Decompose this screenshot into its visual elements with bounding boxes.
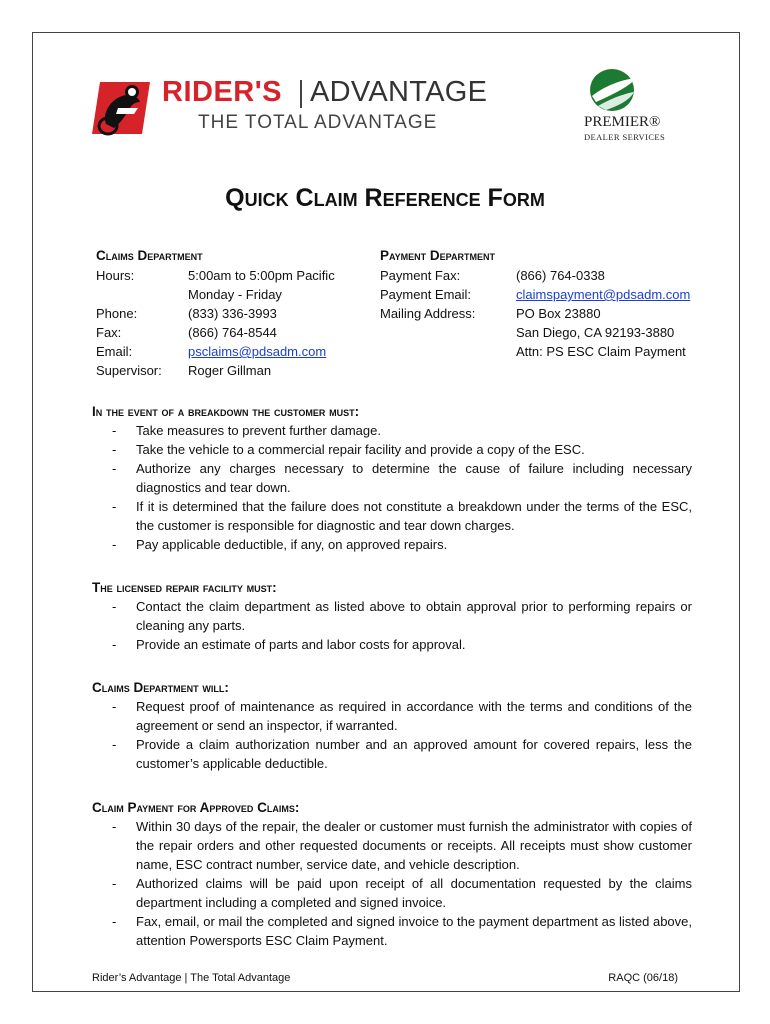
list-item (112, 421, 692, 440)
list-item (112, 912, 692, 950)
dash-bullet: - (112, 499, 117, 514)
list-item (112, 459, 692, 497)
claims-department-heading: Claims Department (96, 248, 203, 263)
list-item (112, 497, 692, 535)
dash-bullet: - (112, 819, 117, 834)
claim-payment-section (92, 798, 692, 950)
claims-value: (866) 764-8544 (188, 325, 277, 340)
claims-row-supervisor (96, 361, 335, 380)
list-item-text: Authorize any charges necessary to determine the cause of failure including necessary diagnostics and tear down. (136, 461, 692, 495)
list-item-text: Authorized claims will be paid upon receipt of all documentation requested by the claims department including a completed and signed invoice. (136, 876, 692, 910)
payment-department-heading: Payment Department (380, 248, 496, 263)
claims-value: (833) 336-3993 (188, 306, 277, 321)
claims-row-email (96, 342, 335, 361)
repair-facility-section (92, 578, 692, 654)
claims-email-link[interactable]: psclaims@pdsadm.com (188, 344, 327, 359)
dash-bullet: - (112, 461, 117, 476)
dash-bullet: - (112, 699, 117, 714)
list-item-text: Pay applicable deductible, if any, on approved repairs. (136, 537, 448, 552)
list-item (112, 597, 692, 635)
claims-value: 5:00am to 5:00pm Pacific (188, 268, 335, 283)
payment-label: Payment Fax: (380, 268, 461, 283)
claims-row-hours (96, 266, 335, 285)
bullet-list (92, 421, 692, 554)
claims-row-fax (96, 323, 335, 342)
claims-department-will-section (92, 678, 692, 773)
list-item (112, 440, 692, 459)
payment-label (380, 323, 516, 342)
list-item-text: Take measures to prevent further damage. (136, 423, 381, 438)
payment-department-block (380, 246, 690, 361)
list-item (112, 735, 692, 773)
list-item (112, 535, 692, 554)
advantage-text: ADVANTAGE (310, 76, 488, 108)
claims-label: Supervisor: (96, 363, 162, 378)
claims-row-days (96, 285, 335, 304)
payment-label: Payment Email: (380, 287, 472, 302)
bullet-list (92, 817, 692, 950)
payment-row-city (380, 323, 690, 342)
premier-sub-text: DEALER SERVICES (584, 132, 666, 142)
claims-label: Hours: (96, 268, 135, 283)
bullet-list (92, 697, 692, 773)
claims-label: Fax: (96, 325, 122, 340)
list-item (112, 635, 692, 654)
list-item-text: If it is determined that the failure does not constitute a breakdown under the terms of the ESC, the customer is responsible for diagnostic and tear down charges. (136, 499, 692, 533)
dash-bullet: - (112, 537, 117, 552)
premier-name-text: PREMIER® (584, 114, 661, 130)
payment-row-address (380, 304, 690, 323)
riders-name-text: RIDER'S (162, 76, 282, 108)
payment-row-email (380, 285, 690, 304)
claims-row-phone (96, 304, 335, 323)
dash-bullet: - (112, 876, 117, 891)
premier-dealer-services-logo (570, 66, 670, 148)
claims-label: Phone: (96, 306, 138, 321)
logo-divider (300, 80, 302, 108)
list-item (112, 874, 692, 912)
dash-bullet: - (112, 737, 117, 752)
claims-value: Roger Gillman (188, 363, 272, 378)
list-item-text: Request proof of maintenance as required in accordance with the terms and conditions of the agreement or send an inspector, if warranted. (136, 699, 692, 733)
footer-right: RAQC (06/18) (608, 972, 678, 984)
list-item-text: Contact the claim department as listed above to obtain approval prior to performing repairs or cleaning any parts. (136, 599, 692, 633)
motorcycle-rider-icon (92, 78, 154, 138)
section-title: Claim Payment for Approved Claims: (92, 800, 300, 815)
payment-value: (866) 764-0338 (516, 268, 605, 283)
riders-tagline: THE TOTAL ADVANTAGE (198, 112, 438, 133)
payment-value: San Diego, CA 92193-3880 (516, 325, 675, 340)
payment-label: Mailing Address: (380, 306, 476, 321)
list-item (112, 817, 692, 874)
payment-email-link[interactable]: claimspayment@pdsadm.com (516, 287, 691, 302)
dash-bullet: - (112, 423, 117, 438)
claims-value: Monday - Friday (188, 287, 282, 302)
payment-value: Attn: PS ESC Claim Payment (516, 344, 686, 359)
dash-bullet: - (112, 914, 117, 929)
payment-value: PO Box 23880 (516, 306, 601, 321)
list-item (112, 697, 692, 735)
customer-must-section (92, 402, 692, 554)
claims-label: Email: (96, 344, 133, 359)
claims-label (96, 285, 188, 304)
list-item-text: Fax, email, or mail the completed and signed invoice to the payment department as listed above, attention Powersports ESC Claim Payment. (136, 914, 692, 948)
payment-label (380, 342, 516, 361)
list-item-text: Provide a claim authorization number and an approved amount for covered repairs, less the customer’s applicable deductible. (136, 737, 692, 771)
dash-bullet: - (112, 599, 117, 614)
section-title: The licensed repair facility must: (92, 580, 277, 595)
footer-left: Rider’s Advantage | The Total Advantage (92, 972, 291, 984)
section-title: Claims Department will: (92, 680, 229, 695)
dash-bullet: - (112, 442, 117, 457)
premier-globe-icon (584, 66, 640, 116)
list-item-text: Within 30 days of the repair, the dealer or customer must furnish the administrator with copies of the repair orders and other requested documents or receipts. All receipts must show customer name, ESC contract number, service date, and vehicle description. (136, 819, 692, 872)
bullet-list (92, 597, 692, 654)
riders-advantage-logo (92, 74, 488, 146)
claims-department-block (96, 246, 335, 380)
payment-row-fax (380, 266, 690, 285)
form-title: Quick Claim Reference Form (225, 184, 545, 212)
list-item-text: Take the vehicle to a commercial repair facility and provide a copy of the ESC. (136, 442, 585, 457)
dash-bullet: - (112, 637, 117, 652)
payment-row-attn (380, 342, 690, 361)
list-item-text: Provide an estimate of parts and labor costs for approval. (136, 637, 466, 652)
section-title: In the event of a breakdown the customer must: (92, 404, 360, 419)
